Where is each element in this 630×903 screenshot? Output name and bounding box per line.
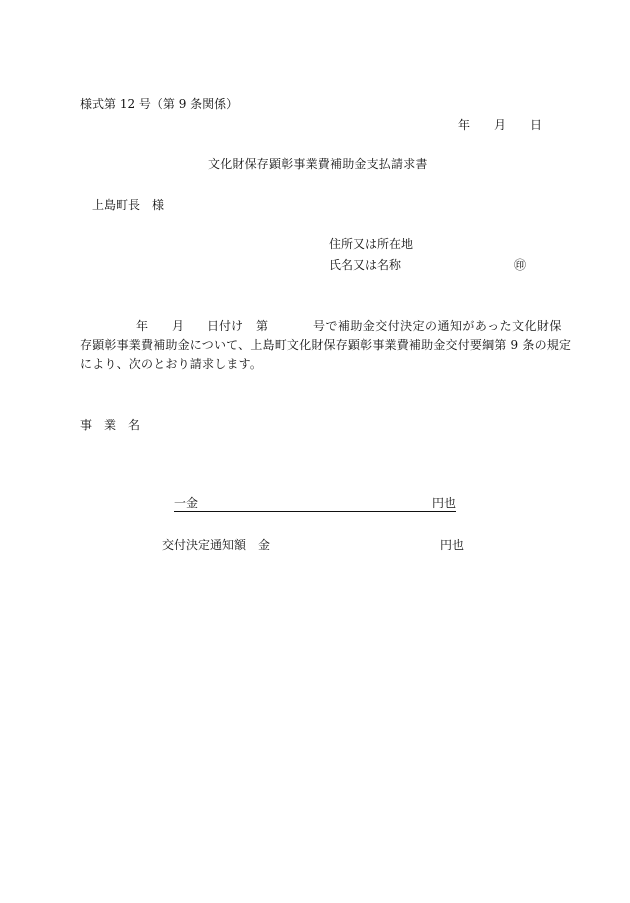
amount-suffix: 円也 <box>432 496 457 510</box>
addressee: 上島町長 様 <box>92 198 165 212</box>
body-line1-tail: 号で補助金交付決定の通知があった文化財保 <box>313 319 562 333</box>
date-day: 日 <box>530 118 543 132</box>
body-month: 月 <box>172 319 185 333</box>
form-number: 様式第 12 号（第 9 条関係） <box>80 97 239 111</box>
body-line2: 存顕彰事業費補助金について、上島町文化財保存顕彰事業費補助金交付要綱第 9 条の規定 <box>80 338 572 352</box>
project-label: 事 業 名 <box>80 418 141 432</box>
decision-suffix: 円也 <box>440 538 465 552</box>
address-label: 住所又は所在地 <box>329 237 414 251</box>
amount-underline <box>174 511 456 512</box>
amount-prefix: 一金 <box>174 496 199 510</box>
body-year: 年 <box>136 319 149 333</box>
name-label: 氏名又は名称 <box>329 258 402 272</box>
body-number-prefix: 第 <box>256 319 269 333</box>
document-title: 文化財保存顕彰事業費補助金支払請求書 <box>208 157 428 171</box>
date-year: 年 <box>458 118 471 132</box>
seal-mark: ㊞ <box>514 258 527 272</box>
date-month: 月 <box>494 118 507 132</box>
decision-label: 交付決定通知額 金 <box>162 538 271 552</box>
body-line3: により、次のとおり請求します。 <box>80 357 263 371</box>
body-dated: 日付け <box>207 319 244 333</box>
